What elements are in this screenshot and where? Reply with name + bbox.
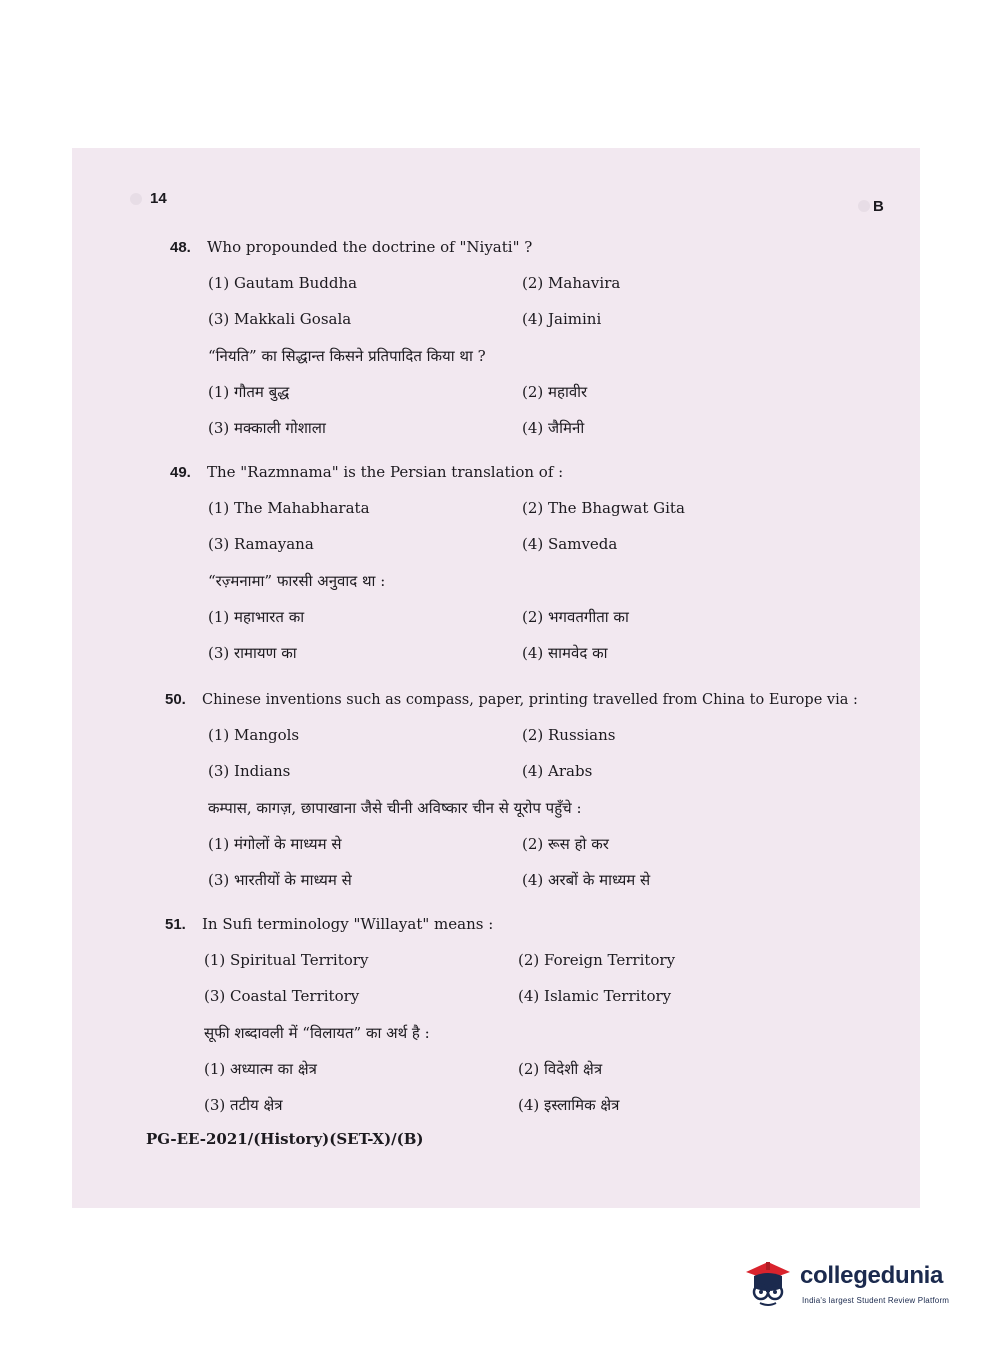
question-stem-en: Who propounded the doctrine of "Niyati" ? [207,238,533,256]
option-3-en: (3) Indians [208,762,291,780]
question-number: 50. [165,691,186,708]
question-51 [0,915,1001,1125]
question-number: 51. [165,916,186,933]
question-stem-hi: कम्पास, कागज़, छापाखाना जैसे चीनी अविष्कार चीन से यूरोप पहुँचे : [208,799,582,817]
collegedunia-logo[interactable] [742,1256,974,1316]
option-4-en: (4) Arabs [522,762,593,780]
question-50 [0,690,1001,900]
option-4-en: (4) Jaimini [522,310,602,328]
option-4-en: (4) Islamic Territory [518,987,672,1005]
option-3-en: (3) Makkali Gosala [208,310,352,328]
option-3-hi: (3) तटीय क्षेत्र [204,1096,283,1114]
option-2-en: (2) Foreign Territory [518,951,676,969]
question-stem-en: The "Razmnama" is the Persian translation of : [207,463,564,481]
question-stem-hi: “नियति” का सिद्धान्त किसने प्रतिपादित किया था ? [208,347,486,365]
page-number: 14 [150,190,167,207]
option-4-hi: (4) इस्लामिक क्षेत्र [518,1096,620,1114]
question-stem-en: In Sufi terminology "Willayat" means : [202,915,494,933]
option-2-hi: (2) विदेशी क्षेत्र [518,1060,603,1078]
question-text-en [165,915,493,933]
question-number: 49. [170,464,191,481]
collegedunia-mascot-icon [742,1258,794,1310]
collegedunia-wordmark: collegedunia [800,1262,944,1289]
option-4-hi: (4) जैमिनी [522,419,585,437]
question-text-en [170,463,563,481]
question-48 [0,238,1001,448]
question-stem-hi: सूफी शब्दावली में “विलायत” का अर्थ है : [204,1024,430,1042]
bleed-through-mark [858,200,870,212]
option-3-hi: (3) रामायण का [208,644,297,662]
option-2-hi: (2) महावीर [522,383,588,401]
set-letter: B [873,198,884,215]
option-1-hi: (1) मंगोलों के माध्यम से [208,835,342,853]
bleed-through-mark [130,193,142,205]
question-text-en [170,238,532,256]
question-stem-hi: “रज़्मनामा” फारसी अनुवाद था : [208,572,386,590]
option-1-en: (1) Gautam Buddha [208,274,358,292]
question-stem-en: Chinese inventions such as compass, paper, printing travelled from China to Europe via : [202,692,858,708]
option-2-en: (2) The Bhagwat Gita [522,499,685,517]
option-3-hi: (3) भारतीयों के माध्यम से [208,871,352,889]
option-2-en: (2) Mahavira [522,274,621,292]
option-1-en: (1) The Mahabharata [208,499,370,517]
option-1-hi: (1) गौतम बुद्ध [208,383,290,401]
option-3-en: (3) Ramayana [208,535,314,553]
option-2-hi: (2) रूस हो कर [522,835,609,853]
question-49 [0,463,1001,673]
option-3-hi: (3) मक्काली गोशाला [208,419,326,437]
option-1-hi: (1) अध्यात्म का क्षेत्र [204,1060,317,1078]
collegedunia-tagline: India's largest Student Review Platform [802,1296,950,1305]
option-3-en: (3) Coastal Territory [204,987,360,1005]
option-1-en: (1) Spiritual Territory [204,951,369,969]
question-number: 48. [170,239,191,256]
option-1-hi: (1) महाभारत का [208,608,305,626]
option-4-en: (4) Samveda [522,535,618,553]
option-4-hi: (4) अरबों के माध्यम से [522,871,651,889]
option-1-en: (1) Mangols [208,726,300,744]
option-4-hi: (4) सामवेद का [522,644,608,662]
paper-code-footer: PG-EE-2021/(History)(SET-X)/(B) [146,1130,424,1148]
option-2-hi: (2) भगवतगीता का [522,608,629,626]
option-2-en: (2) Russians [522,726,616,744]
question-text-en [165,690,858,708]
